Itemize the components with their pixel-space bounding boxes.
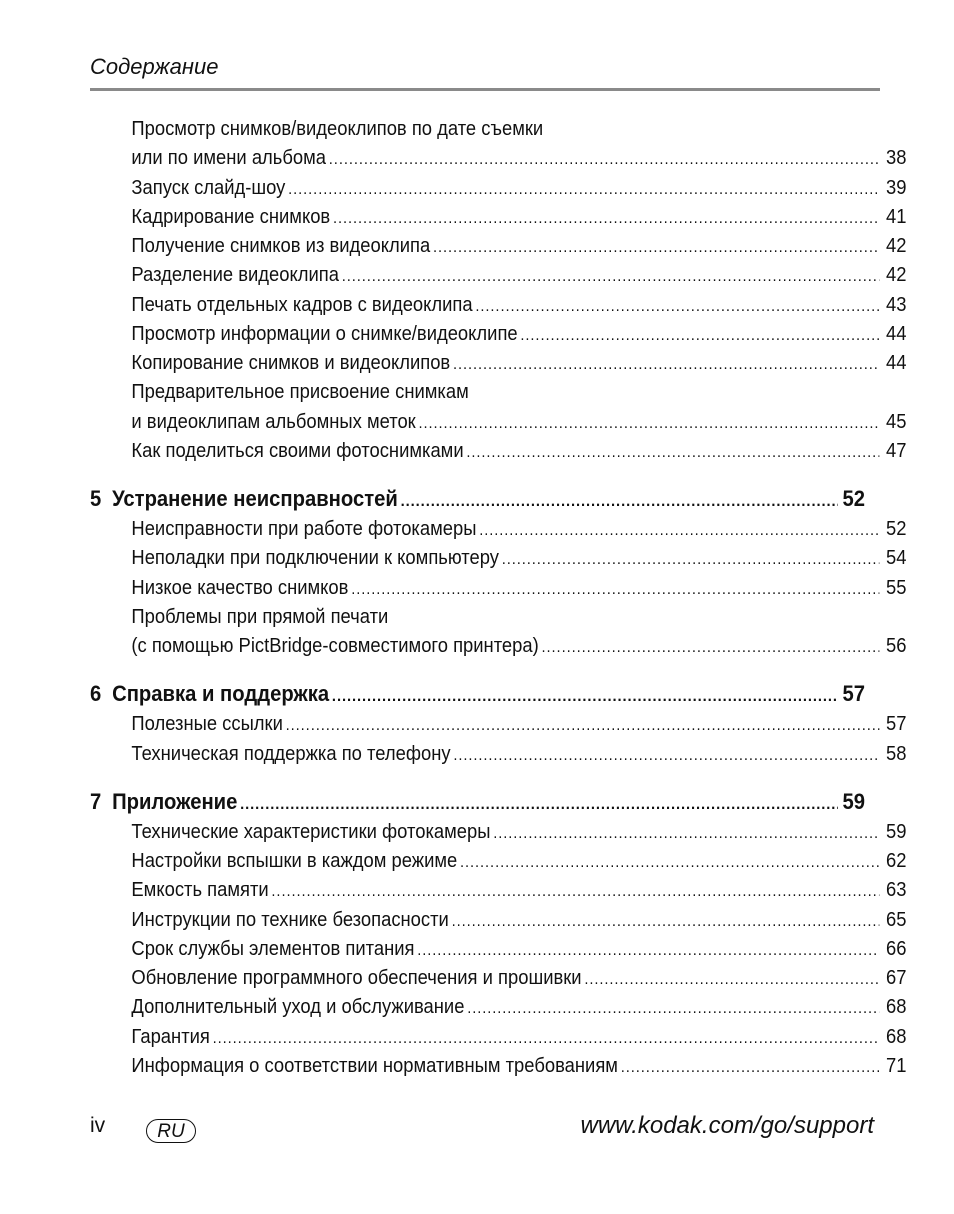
toc-entry-row[interactable] [90,147,906,176]
toc-page-number: 41 [885,205,907,228]
toc-entry-title: Емкость памяти [131,879,269,902]
toc-entry-title: Как поделиться своими фотоснимками [131,439,464,462]
toc-page-number: 57 [885,713,907,736]
toc-page-number: 38 [885,147,907,170]
toc-entry-title: Неполадки при подключении к компьютеру [131,547,499,570]
toc-entry-row[interactable] [90,547,906,576]
toc-entry-title: и видеоклипам альбомных меток [131,410,416,433]
toc-dot-leader [502,551,880,569]
toc-page-number: 42 [885,264,907,287]
toc-entry-title: Просмотр информации о снимке/видеоклипе [131,322,518,345]
toc-dot-leader [460,854,880,872]
toc-dot-leader [332,688,838,706]
toc-entry-row[interactable] [90,577,906,606]
toc-entry-row[interactable] [90,381,906,410]
toc-page-number: 56 [885,635,907,657]
toc-entry-title: Кадрирование снимков [131,205,331,228]
toc-page-number: 45 [885,410,907,433]
toc-page-number: 59 [885,820,907,843]
toc-entry-row[interactable] [90,850,906,879]
toc-dot-leader [271,883,879,901]
toc-dot-leader [329,151,880,169]
footer-url[interactable]: www.kodak.com/go/support [580,1112,874,1139]
toc-entry-title: Обновление программного обеспечения и прошивки [131,967,582,989]
toc-dot-leader [433,239,880,257]
toc-entry-title: Информация о соответствии нормативным требованиям [131,1054,618,1077]
header-divider [90,88,880,91]
toc-dot-leader [475,298,879,316]
toc-dot-leader [286,717,880,735]
toc-entry-row[interactable] [90,713,906,742]
toc-chapter-row[interactable] [90,681,865,713]
toc-dot-leader [288,181,880,199]
toc-entry-title: Запуск слайд-шоу [131,176,286,199]
toc-page-number: 44 [885,352,907,374]
toc-entry-row[interactable] [90,1055,906,1084]
toc-entry-title: Получение снимков из видеоклипа [131,235,431,257]
toc-entry-row[interactable] [90,606,906,635]
toc-entry-title: Приложение [112,788,238,814]
toc-entry-row[interactable] [90,440,906,469]
toc-page-number: 66 [885,937,907,960]
toc-entry-title: Неисправности при работе фотокамеры [131,518,477,540]
toc-dot-leader [418,415,879,433]
toc-page-number: 44 [885,322,907,345]
toc-dot-leader [479,522,880,540]
toc-entry-row[interactable] [90,518,906,547]
toc-chapter-row[interactable] [90,486,865,518]
toc-entry-row[interactable] [90,264,906,293]
toc-entry-row[interactable] [90,821,906,850]
toc-entry-title: Настройки вспышки в каждом режиме [131,850,458,872]
toc-entry-row[interactable] [90,996,906,1025]
toc-dot-leader [333,210,880,228]
table-of-contents [90,118,907,1084]
toc-dot-leader [452,913,880,931]
toc-chapter-number: 7 [90,788,102,814]
toc-chapter-row[interactable] [90,789,865,821]
toc-dot-leader [467,1000,880,1018]
toc-entry-title: (с помощью PictBridge-совместимого принтера) [131,635,539,657]
toc-entry-title: или по имени альбома [131,147,327,170]
toc-entry-row[interactable] [90,909,906,938]
toc-page-number: 68 [885,996,907,1019]
toc-entry-title: Техническая поддержка по телефону [131,742,451,765]
toc-entry-row[interactable] [90,323,906,352]
toc-entry-title: Копирование снимков и видеоклипов [131,352,451,374]
toc-page-number: 43 [885,293,907,316]
toc-page-number: 68 [885,1025,907,1048]
toc-page-number: 59 [842,788,866,814]
toc-dot-leader [466,444,879,462]
toc-page-number: 57 [842,681,866,707]
toc-dot-leader [240,796,838,814]
toc-dot-leader [351,581,880,599]
toc-entry-row[interactable] [90,352,906,381]
toc-entry-row[interactable] [90,1026,906,1055]
toc-entry-row[interactable] [90,177,906,206]
toc-entry-title: Разделение видеоклипа [131,264,339,287]
language-badge: RU [146,1119,196,1143]
toc-page-number: 65 [885,908,907,931]
toc-entry-title: Печать отдельных кадров с видеоклипа [131,293,473,316]
toc-dot-leader [213,1030,880,1048]
toc-entry-title: Инструкции по технике безопасности [131,908,449,931]
toc-dot-leader [417,942,879,960]
toc-entry-row[interactable] [90,967,906,996]
toc-dot-leader [453,747,879,765]
toc-page-number: 52 [842,486,866,511]
toc-dot-leader [453,356,880,374]
toc-chapter-number: 5 [90,486,102,511]
toc-entry-title: Полезные ссылки [131,713,283,736]
toc-entry-row[interactable] [90,118,906,147]
toc-dot-leader [584,971,879,989]
toc-page-number: 58 [885,742,907,765]
toc-page-number: 42 [885,235,907,257]
toc-entry-row[interactable] [90,235,906,264]
page-header-title: Содержание [90,54,219,79]
toc-entry-title: Просмотр снимков/видеоклипов по дате съемки [131,118,544,140]
toc-entry-row[interactable] [90,294,906,323]
toc-entry-title: Низкое качество снимков [131,576,349,599]
toc-entry-row[interactable] [90,206,906,235]
toc-entry-title: Срок службы элементов питания [131,937,415,960]
toc-entry-title: Справка и поддержка [112,681,330,707]
toc-dot-leader [520,327,879,345]
toc-entry-title: Гарантия [131,1025,210,1048]
toc-page-number: 71 [885,1054,907,1077]
toc-dot-leader [493,825,880,843]
toc-entry-title: Технические характеристики фотокамеры [131,820,491,843]
toc-entry-row[interactable] [90,879,906,908]
toc-page-number: 63 [885,879,907,902]
toc-page-number: 62 [885,850,907,872]
toc-entry-title: Предварительное присвоение снимкам [131,381,469,404]
toc-entry-title: Устранение неисправностей [112,486,398,511]
toc-entry-row[interactable] [90,743,906,772]
toc-dot-leader [342,268,880,286]
toc-chapter-number: 6 [90,681,102,707]
toc-entry-title: Дополнительный уход и обслуживание [131,996,465,1019]
toc-dot-leader [401,493,839,511]
toc-page-number: 67 [885,967,907,989]
toc-dot-leader [542,639,880,657]
toc-dot-leader [621,1059,880,1077]
toc-page-number: 54 [885,547,907,570]
toc-entry-row[interactable] [90,938,906,967]
toc-page-number: 47 [885,439,907,462]
toc-entry-row[interactable] [90,635,906,664]
toc-page-number: 52 [885,518,907,540]
footer-page-number: iv [90,1114,106,1137]
toc-entry-title: Проблемы при прямой печати [131,605,389,628]
toc-page-number: 55 [885,576,907,599]
toc-page-number: 39 [885,176,907,199]
toc-entry-row[interactable] [90,411,906,440]
